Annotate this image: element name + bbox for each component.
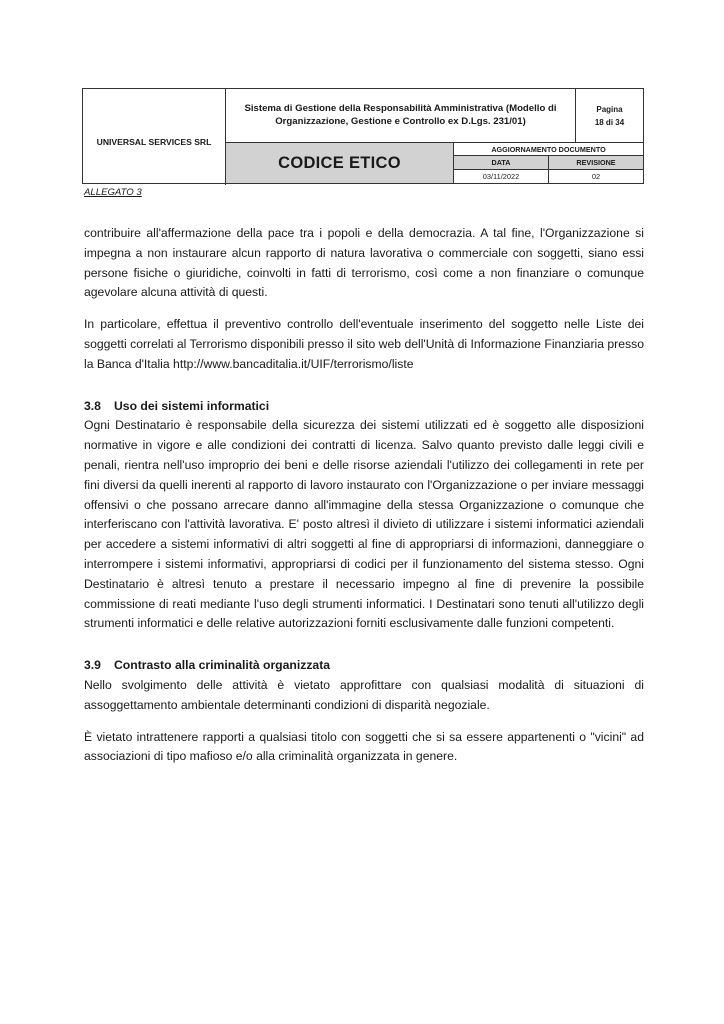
page-counter bbox=[576, 89, 643, 143]
document-title: CODICE ETICO bbox=[226, 143, 454, 183]
document-header-table bbox=[82, 88, 644, 184]
paragraph-lists-check: In particolare, effettua il preventivo controllo dell'eventuale inserimento del soggetto nelle Liste dei soggetti correlati al Terrorismo disponibili presso il sito web dell'Unità di Informazione Finanziaria presso la Banca d'Italia http://www.bancaditalia.it/UIF/terrorismo/liste bbox=[84, 317, 644, 371]
section-title: Contrasto alla criminalità organizzata bbox=[114, 658, 331, 673]
revision-label: REVISIONE bbox=[549, 156, 643, 170]
system-title: Sistema di Gestione della Responsabilità Amministrativa (Modello di Organizzazione, Gestione e Controllo ex D.Lgs. 231/01) bbox=[226, 89, 576, 143]
paragraph-terrorism: contribuire all'affermazione della pace tra i popoli e della democrazia. A tal fine, l'Organizzazione si impegna a non instaurare alcun rapporto di natura lavorativa o commerciale con soggetti, siano essi persone fisiche o giuridiche, coinvolti in fatti di terrorismo, così come a non finanziare o comunque agevolare alcuna attività di questi. bbox=[84, 226, 644, 300]
document-body bbox=[84, 224, 644, 779]
section-number: 3.9 bbox=[84, 658, 101, 673]
attachment-label: ALLEGATO 3 bbox=[84, 187, 142, 198]
section-heading-3-9 bbox=[84, 656, 644, 676]
section-number: 3.8 bbox=[84, 398, 101, 413]
paragraph-organized-crime-2: È vietato intrattenere rapporti a qualsiasi titolo con soggetti che si sa essere appartenenti o "vicini" ad associazioni di tipo mafioso e/o alla criminalità organizzata in genere. bbox=[84, 729, 644, 764]
section-title: Uso dei sistemi informatici bbox=[114, 398, 270, 413]
date-label: DATA bbox=[454, 156, 549, 170]
paragraph-organized-crime-1: Nello svolgimento delle attività è vietato approfittare con qualsiasi modalità di situazioni di assoggettamento ambientale determinanti condizioni di disparità negoziale. bbox=[84, 677, 644, 712]
update-label: AGGIORNAMENTO DOCUMENTO bbox=[454, 143, 643, 156]
company-name: UNIVERSAL SERVICES SRL bbox=[83, 89, 226, 185]
page-label: Pagina bbox=[596, 104, 623, 114]
date-value: 03/11/2022 bbox=[454, 170, 549, 183]
page-value: 18 di 34 bbox=[594, 117, 625, 127]
paragraph-it-systems: Ogni Destinatario è responsabile della sicurezza dei sistemi utilizzati ed è soggetto alle disposizioni normative in vigore e alle condizioni dei contratti di licenza. Salvo quanto previsto dalle leggi civili e penali, rientra nell'uso improprio dei beni e delle risorse aziendali l'utilizzo dei collegamenti in rete per fini diversi da quelli inerenti al rapporto di lavoro instaurato con l'Organizzazione o per inviare messaggi offensivi o che possano arrecare danno all'immagine della stessa Organizzazione o comunque che interferiscano con l'attività lavorativa. E' posto altresì il divieto di utilizzare i sistemi informatici aziendali per accedere a sistemi informativi di altri soggetti al fine di appropriarsi di informazioni, danneggiare o interrompere i sistemi informativi, appropriarsi di codici per il funzionamento del sistema stesso. Ogni Destinatario è altresì tenuto a prestare il necessario impegno al fine di prevenire la possibile commissione di reati mediante l'uso degli strumenti informatici. I Destinatari sono tenuti all'utilizzo degli strumenti informatici e delle relative autorizzazioni forniti esclusivamente dalle funzioni competenti. bbox=[84, 418, 644, 631]
revision-value: 02 bbox=[591, 172, 601, 181]
section-heading-3-8 bbox=[84, 397, 644, 417]
